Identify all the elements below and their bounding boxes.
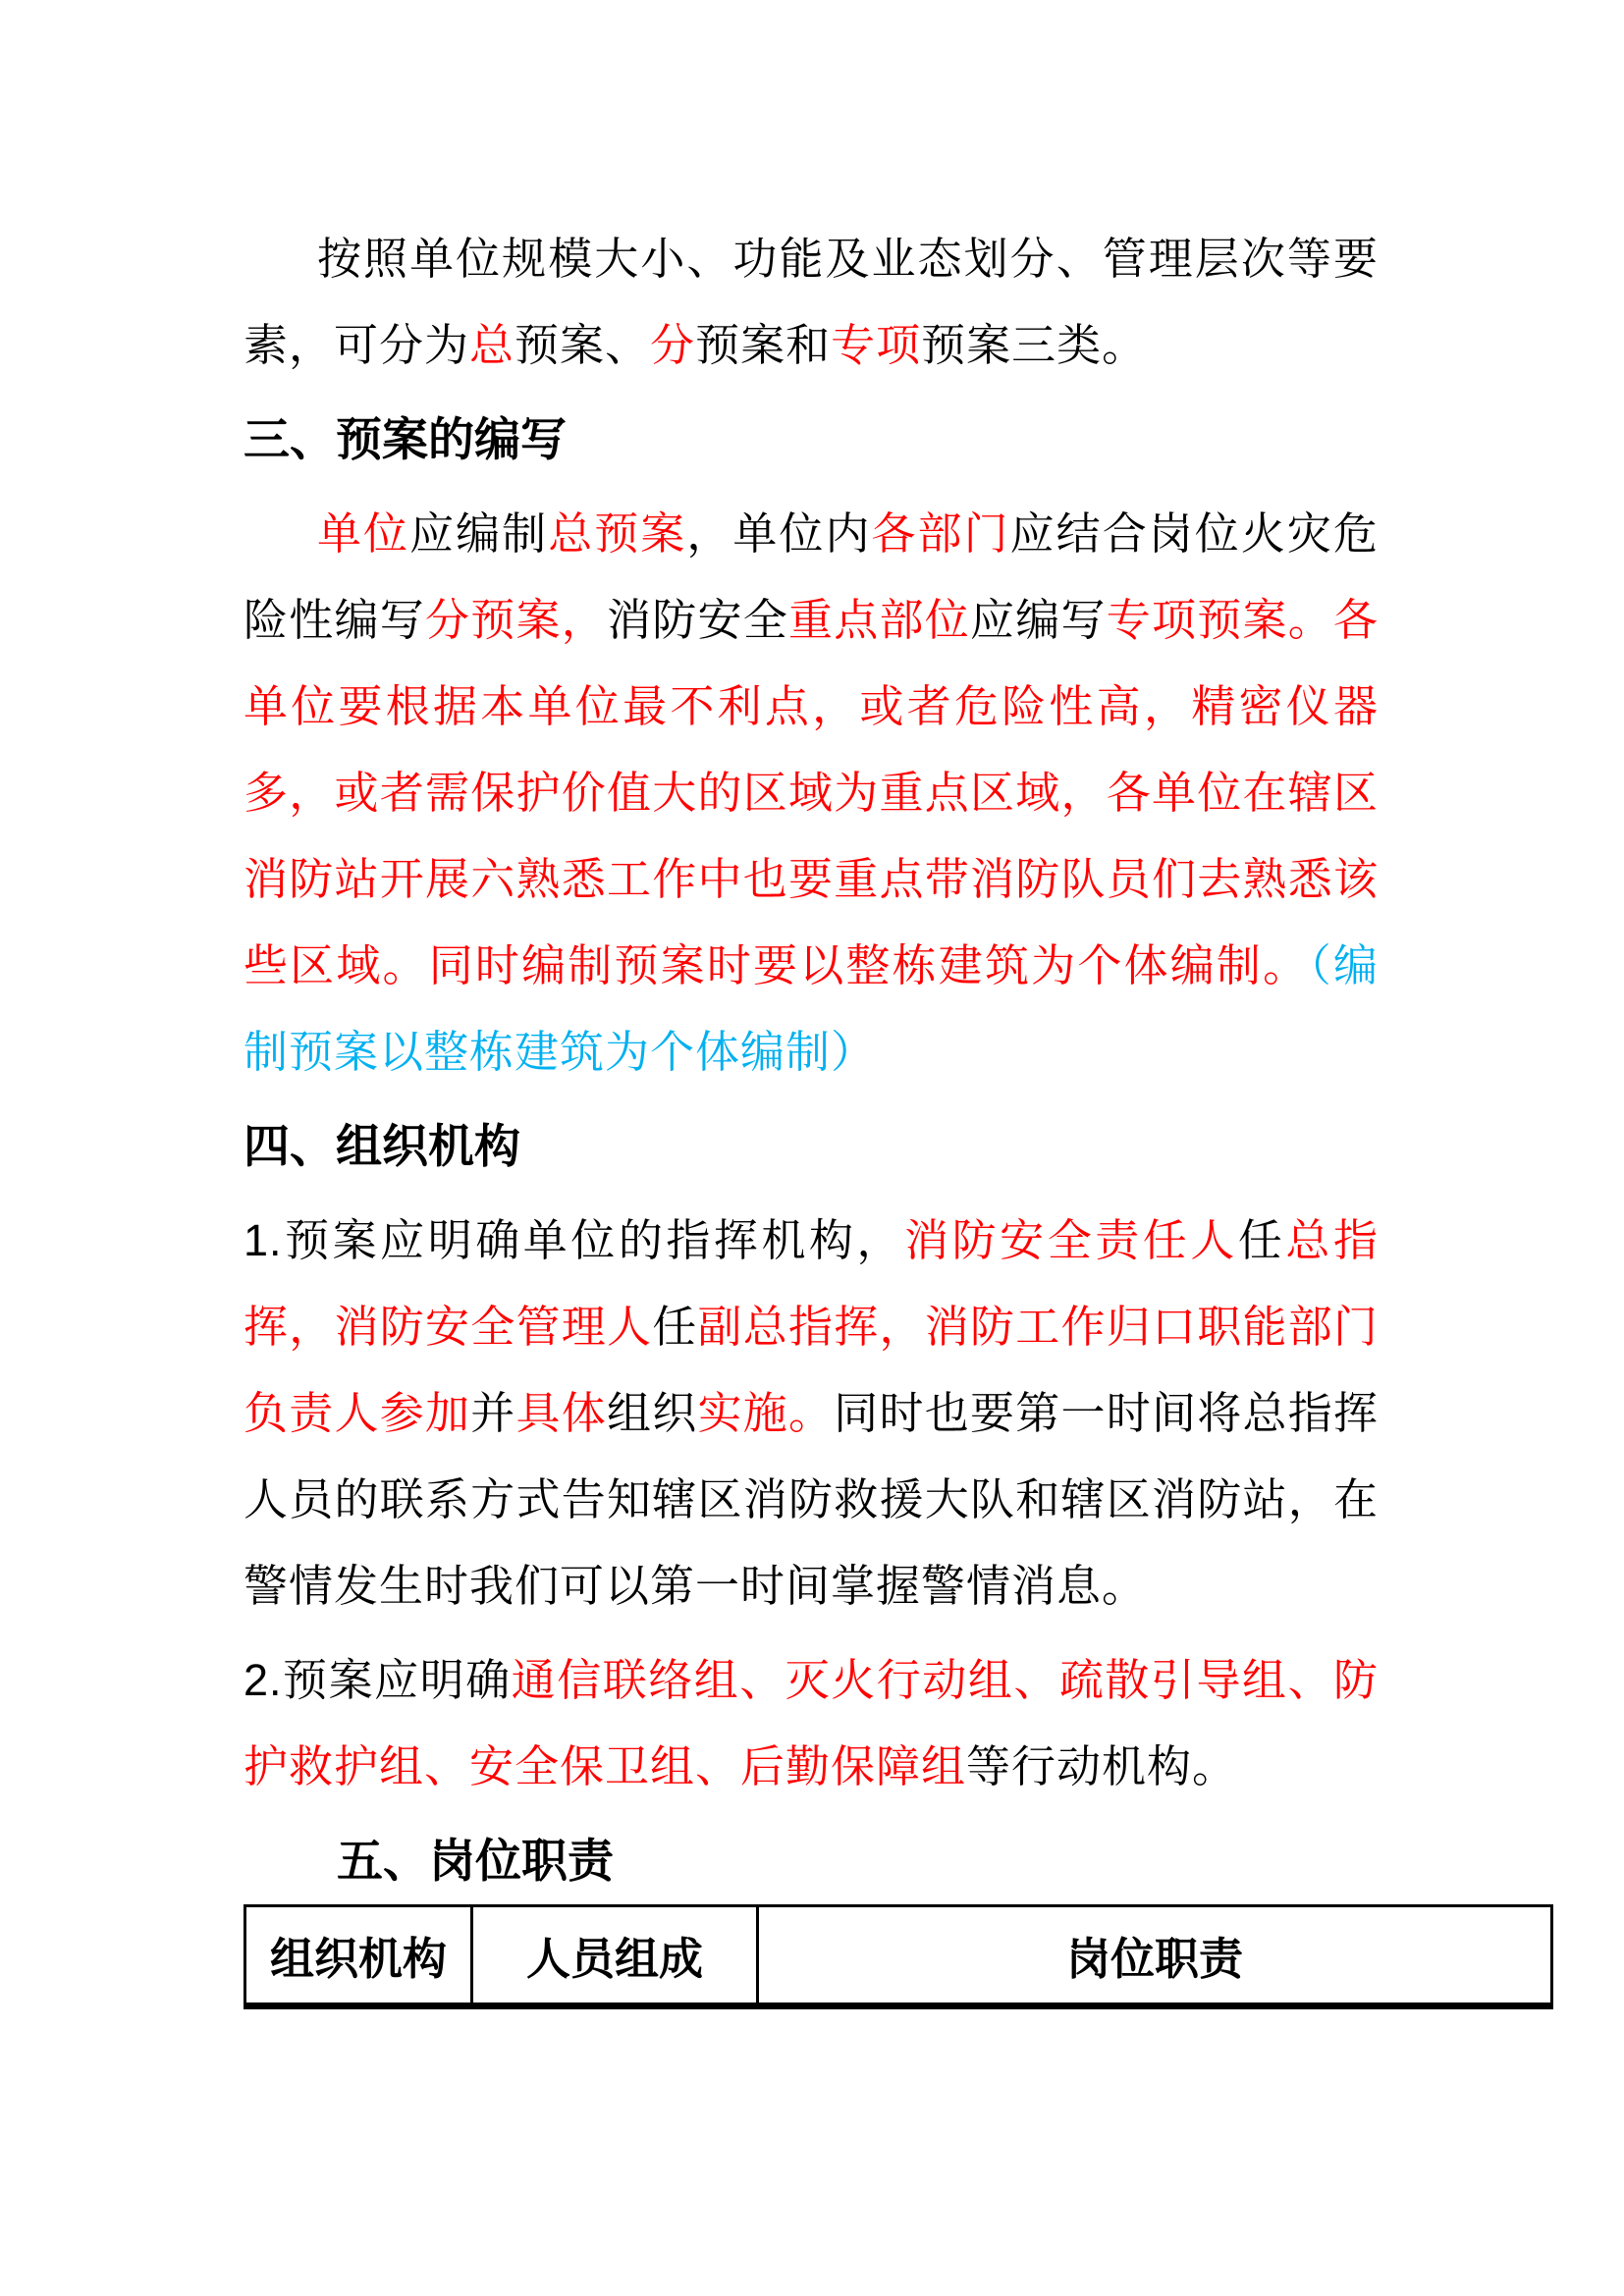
section-heading-organization: 四、组织机构: [244, 1120, 520, 1172]
text-run: 消防安全管理人: [334, 1302, 653, 1352]
text-run: 总预案: [548, 508, 687, 559]
section-heading-plan-writing: 三、预案的编写: [244, 413, 567, 465]
text-run: 副总指挥，: [697, 1302, 925, 1352]
text-run: ，单位内: [686, 508, 872, 559]
text-run: 总: [469, 320, 515, 370]
text-run: 等行动机构。: [966, 1741, 1238, 1791]
table-header-duties: 岗位职责: [758, 1906, 1552, 2006]
text-run: 并: [470, 1388, 516, 1438]
text-run: 总指挥，: [244, 1215, 1379, 1352]
text-run: 1.预案应明确单位的指挥机构，: [244, 1215, 905, 1265]
text-run: 具体: [515, 1388, 607, 1438]
table-header-personnel: 人员组成: [472, 1906, 758, 2006]
text-run: 实施。: [697, 1388, 835, 1438]
text-run: 组织: [606, 1388, 698, 1438]
paragraph-classification: [244, 216, 1379, 389]
text-run: 消防安全责任人: [904, 1215, 1238, 1265]
text-run: 消防工作归口职能部门负责人参加: [244, 1302, 1379, 1438]
text-run: 2.预案应明确: [244, 1655, 512, 1705]
paragraph-command-structure: [244, 1198, 1379, 1629]
duty-table: [244, 1904, 1553, 2009]
text-run: 专项预案。各单位要根据本单位最不利点，或者危险性高，精密仪器多，或者需保护价值大的区域为重点区域，各单位在辖区消防站开展六熟悉工作中也要重点带消防队员们去熟悉该些区域。同时编制预案时要以整栋建筑为个体编制。: [244, 595, 1379, 990]
text-run: 预案和: [695, 320, 832, 370]
text-run: 应编写: [970, 595, 1107, 645]
duty-table-header-row: [245, 1906, 1552, 2006]
text-run: 按照单位规模大小、功能及业态划分、管理层次等要素，可分为: [244, 234, 1379, 370]
text-run: 同时也要第一时间将总指挥人员的联系方式告知辖区消防救援大队和辖区消防站，在警情发生时我们可以第一时间掌握警情消息。: [244, 1388, 1379, 1611]
text-run: 任: [652, 1302, 698, 1352]
text-run: 应结合岗位火灾危险性编写: [244, 508, 1379, 645]
text-run: 单位: [317, 508, 410, 559]
text-run: 消防安全: [607, 595, 788, 645]
section-heading-post-duty: 五、岗位职责: [337, 1835, 614, 1887]
text-run: 任: [1237, 1215, 1286, 1265]
text-run: 各部门: [871, 508, 1010, 559]
paragraph-plan-writing: [244, 491, 1379, 1095]
text-run: 通信联络组、灭火行动组、疏散引导组、防护救护组、安全保卫组、后勤保障组: [244, 1655, 1379, 1791]
table-header-organization: 组织机构: [245, 1906, 472, 2006]
text-run: 预案三类。: [921, 320, 1148, 370]
text-run: 专项: [831, 320, 922, 370]
text-run: 重点部位: [788, 595, 970, 645]
text-run: 分: [650, 320, 696, 370]
paragraph-action-groups: [244, 1637, 1379, 1810]
text-run-parenthetical-note: （编制预案以整栋建筑为个体编制）: [244, 940, 1379, 1077]
text-run: 分预案，: [425, 595, 607, 645]
text-run: 应编制: [409, 508, 549, 559]
text-run: 预案、: [514, 320, 651, 370]
